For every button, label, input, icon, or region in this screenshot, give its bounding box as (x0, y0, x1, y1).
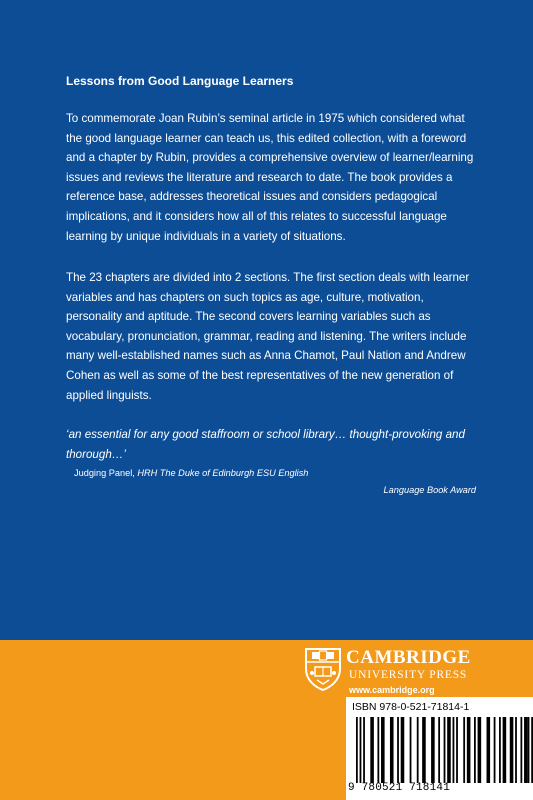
barcode-bar (370, 717, 374, 783)
barcode-bar (456, 717, 458, 783)
barcode-bar (474, 717, 476, 783)
barcode-bar (401, 717, 405, 783)
barcode-bar (515, 717, 517, 783)
barcode-bar (431, 717, 435, 783)
barcode-panel (346, 697, 533, 800)
attribution-prefix: Judging Panel, (74, 468, 138, 478)
publisher-url: www.cambridge.org (349, 685, 435, 695)
attribution-organization: HRH The Duke of Edinburgh ESU English (137, 468, 309, 478)
book-title: Lessons from Good Language Learners (66, 74, 294, 88)
quote-attribution (74, 466, 308, 480)
barcode-bar (422, 717, 426, 783)
barcode-bar (390, 717, 394, 783)
publisher-name: CAMBRIDGE (346, 647, 471, 668)
barcode-bar (478, 717, 482, 783)
barcode-bar (363, 717, 365, 783)
barcode-bar (520, 717, 522, 783)
isbn-label: ISBN 978-0-521-71814-1 (352, 701, 470, 713)
barcode-bars (356, 717, 533, 783)
barcode-bar (377, 717, 379, 783)
description-paragraph-1: To commemorate Joan Rubin’s seminal article in 1975 which considered what the good language learner can teach us, this edited collection, with a foreword and a chapter by Rubin, provides a comprehensive overview of learner/learning issues and reviews the literature and research to date. The book provides a reference base, addresses theoretical issues and considers pedagogical implications, and it considers how all of this relates to successful language learning by unique individuals in a variety of situations. (66, 112, 474, 243)
barcode-bar (356, 717, 358, 783)
barcode-bar (397, 717, 399, 783)
barcode-bar (438, 717, 440, 783)
barcode-bar (510, 717, 514, 783)
barcode-bar (528, 717, 530, 783)
barcode-bar (503, 717, 507, 783)
barcode-bar (499, 717, 501, 783)
barcode-bar (494, 717, 496, 783)
barcode-bar (524, 717, 528, 783)
description-paragraph-2: The 23 chapters are divided into 2 sections. The first section deals with learner variables and has chapters on such topics as age, culture, motivation, personality and aptitude. The second covers learning variables such as vocabulary, pronunciation, grammar, reading and listening. The writers include many well-established names such as Anna Chamot, Paul Nation and Andrew Cohen as well as some of the best representatives of the new generation of applied linguists. (66, 271, 470, 402)
barcode-bar (447, 717, 451, 783)
barcode-digits: 9 780521 718141 (348, 782, 451, 794)
barcode-bar (360, 717, 362, 783)
barcode-bar (467, 717, 471, 783)
barcode-bar (487, 717, 491, 783)
barcode-bar (453, 717, 455, 783)
barcode-bar (463, 717, 465, 783)
barcode-bar (410, 717, 412, 783)
barcode-bar (381, 717, 385, 783)
review-quote: ‘an essential for any good staffroom or school library… thought-provoking and thorough…’ (66, 428, 465, 461)
barcode-bar (444, 717, 446, 783)
cambridge-shield-icon (304, 647, 342, 691)
barcode-bar (417, 717, 419, 783)
publisher-subname: UNIVERSITY PRESS (349, 669, 468, 681)
award-name: Language Book Award (383, 485, 476, 495)
